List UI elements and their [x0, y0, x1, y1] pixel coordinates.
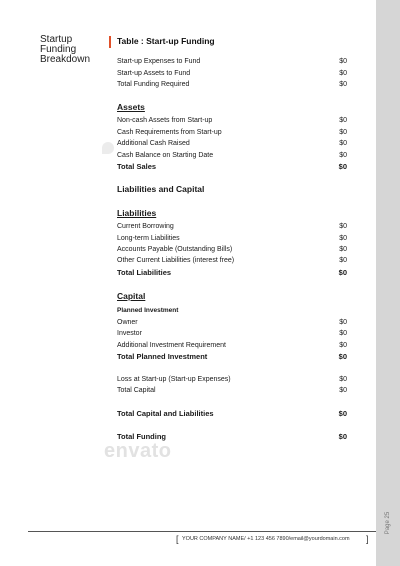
table-row: Loss at Start-up (Start-up Expenses) $0	[117, 376, 347, 383]
page-number: Page 25	[385, 511, 391, 535]
watermark: envato	[104, 440, 172, 462]
table-row: Cash Balance on Starting Date $0	[117, 152, 347, 159]
table-row: Total Funding Required $0	[117, 81, 347, 88]
table-row: Additional Investment Requirement $0	[117, 342, 347, 349]
table-row: Cash Requirements from Start-up $0	[117, 129, 347, 136]
table-row: Investor $0	[117, 330, 347, 337]
footer-contact: YOUR COMPANY NAME/ +1 123 456 7890/email@yourdomain.com	[182, 536, 350, 542]
total-row: Total Liabilities $0	[117, 268, 347, 277]
table-row: Non-cash Assets from Start-up $0	[117, 117, 347, 124]
footer-bracket-right: ]	[366, 534, 369, 544]
table-row: Current Borrowing $0	[117, 223, 347, 230]
table-row: Start-up Expenses to Fund $0	[117, 58, 347, 65]
liabilities-heading: Liabilities	[117, 208, 157, 218]
total-row: Total Capital and Liabilities $0	[117, 409, 347, 418]
side-strip	[376, 0, 400, 566]
table-row: Total Capital $0	[117, 387, 347, 394]
total-row: Total Funding $0	[117, 432, 347, 441]
table-title: Table : Start-up Funding	[117, 36, 215, 46]
table-row: Owner $0	[117, 319, 347, 326]
liabilities-capital-heading: Liabilities and Capital	[117, 184, 205, 194]
table-row: Start-up Assets to Fund $0	[117, 70, 347, 77]
planned-investment-heading: Planned Investment	[117, 307, 179, 314]
total-row: Total Planned Investment $0	[117, 352, 347, 361]
accent-bar	[109, 36, 111, 48]
total-row: Total Sales $0	[117, 162, 347, 171]
table-row: Long-term Liabilities $0	[117, 235, 347, 242]
table-row: Additional Cash Raised $0	[117, 140, 347, 147]
table-row: Accounts Payable (Outstanding Bills) $0	[117, 246, 347, 253]
watermark-leaf-icon	[102, 142, 114, 154]
footer-divider	[28, 531, 376, 532]
footer-bracket-left: [	[176, 534, 179, 544]
assets-heading: Assets	[117, 102, 145, 112]
table-row: Other Current Liabilities (interest free) $0	[117, 257, 347, 264]
capital-heading: Capital	[117, 291, 146, 301]
section-heading: Startup Funding Breakdown	[40, 34, 91, 65]
